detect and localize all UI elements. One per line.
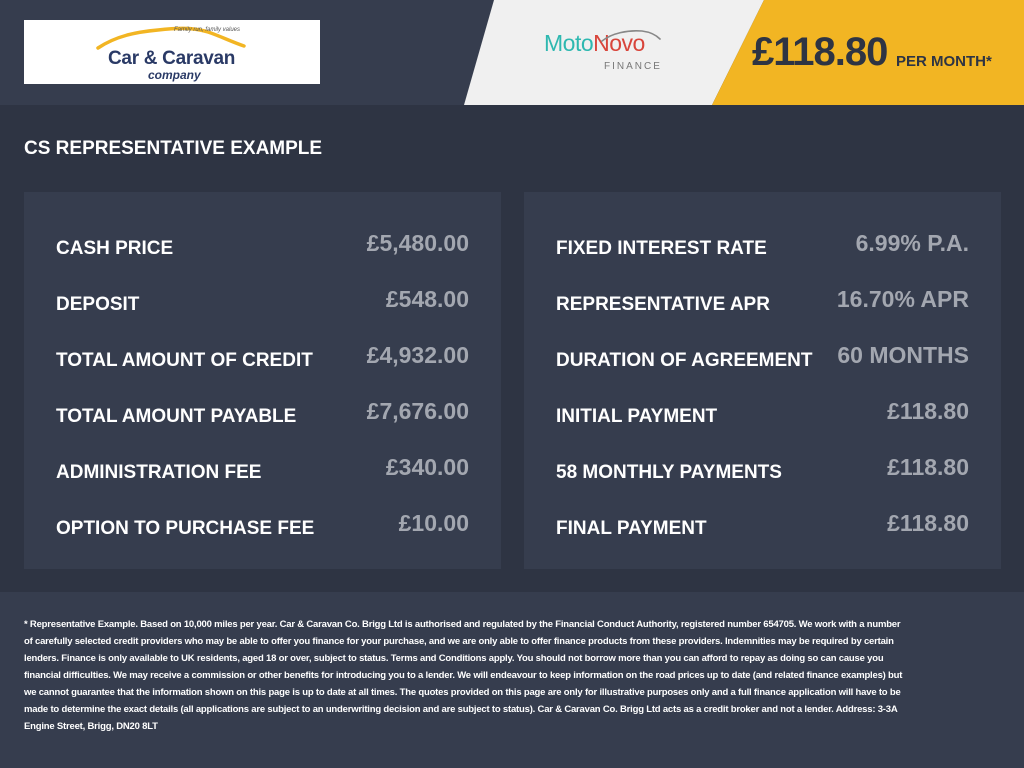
row-label: ADMINISTRATION FEE: [56, 462, 262, 483]
dealer-logo-name: Car & Caravan: [108, 48, 236, 69]
row-value: 60 MONTHS: [837, 342, 969, 368]
dealer-logo-sub: company: [148, 68, 201, 82]
row-apr: [556, 286, 969, 316]
dealer-logo[interactable]: [24, 20, 320, 84]
row-label: REPRESENTATIVE APR: [556, 294, 770, 315]
motonovo-logo-moto: Moto: [544, 30, 594, 56]
row-duration: [556, 342, 969, 372]
row-value: 6.99% P.A.: [855, 230, 969, 256]
car-swoosh-icon: [598, 27, 664, 43]
row-total-credit: [56, 342, 469, 372]
row-total-payable: [56, 398, 469, 428]
finance-details-left: [24, 192, 501, 569]
finance-details-right: [524, 192, 1001, 569]
row-interest-rate: [556, 230, 969, 260]
motonovo-logo-finance: FINANCE: [604, 61, 662, 72]
row-label: 58 MONTHLY PAYMENTS: [556, 462, 782, 483]
dealer-logo-tagline: Family run, family values: [174, 27, 241, 33]
row-deposit: [56, 286, 469, 316]
row-value: £118.80: [887, 398, 969, 424]
row-initial-payment: [556, 398, 969, 428]
row-value: £5,480.00: [366, 230, 469, 256]
monthly-price: £118.80: [752, 30, 888, 74]
row-value: 16.70% APR: [836, 286, 969, 312]
row-option-fee: [56, 510, 469, 540]
row-final-payment: [556, 510, 969, 540]
per-month-label: PER MONTH*: [896, 53, 992, 70]
row-label: OPTION TO PURCHASE FEE: [56, 518, 315, 539]
row-label: DEPOSIT: [56, 294, 140, 315]
row-value: £548.00: [385, 286, 469, 312]
row-value: £7,676.00: [366, 398, 469, 424]
row-label: TOTAL AMOUNT OF CREDIT: [56, 350, 313, 371]
disclaimer-text: * Representative Example. Based on 10,000 miles per year. Car & Caravan Co. Brigg Ltd is authorised and regulated by the Financial Conduct Authority, registered number 654705. We work with a number of carefully selected credit providers who may be able to offer you finance for your purchase, and we are only able to offer finance products from these providers. Indemnities may be required by certain lenders. Finance is only available to UK residents, aged 18 or over, subject to status. Terms and Conditions apply. You should not borrow more than you can afford to repay as doing so can cause you financial difficulties. We may receive a commission or other benefits for introducing you to a lender. We will endeavour to keep information on the road prices up to date (and related finance examples) but we cannot guarantee that the information shown on this page is up to date at all times. The quotes provided on this page are only for illustrative purposes only and a full finance application will have to be made to determine the exact details (all applications are subject to an underwriting decision and are subject to status). Car & Caravan Co. Brigg Ltd acts as a credit broker and not a lender. Address: 3-3A Engine Street, Brigg, DN20 8LT: [24, 619, 903, 732]
row-value: £10.00: [398, 510, 469, 536]
row-value: £118.80: [887, 454, 969, 480]
row-label: DURATION OF AGREEMENT: [556, 350, 813, 371]
row-admin-fee: [56, 454, 469, 484]
row-label: TOTAL AMOUNT PAYABLE: [56, 406, 297, 427]
row-label: FINAL PAYMENT: [556, 518, 707, 539]
row-label: FIXED INTEREST RATE: [556, 238, 767, 259]
row-cash-price: [56, 230, 469, 260]
section-title: CS REPRESENTATIVE EXAMPLE: [24, 138, 323, 159]
row-label: CASH PRICE: [56, 238, 174, 259]
motonovo-logo-novo: Novo: [593, 30, 645, 56]
row-value: £340.00: [385, 454, 469, 480]
row-value: £118.80: [887, 510, 969, 536]
row-value: £4,932.00: [366, 342, 469, 368]
row-monthly-payments: [556, 454, 969, 484]
row-label: INITIAL PAYMENT: [556, 406, 718, 427]
